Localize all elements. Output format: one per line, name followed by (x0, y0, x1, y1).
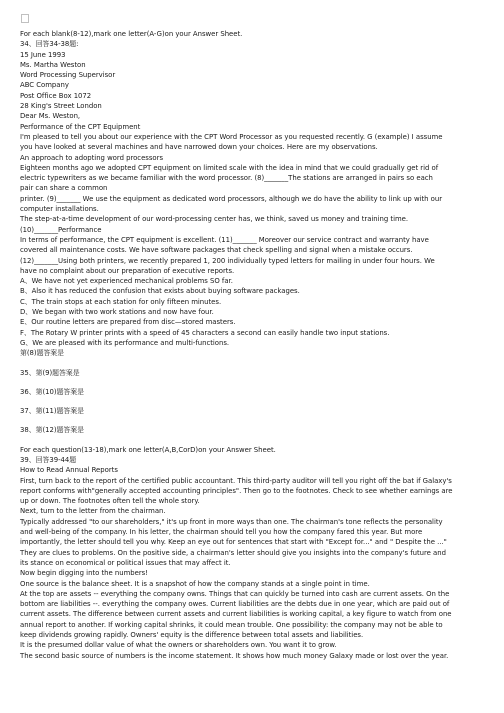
text-line: 15 June 1993 (20, 50, 66, 59)
document-icon (21, 14, 29, 23)
text-line: ABC Company (20, 81, 69, 90)
text-line: its stance on economical or political issues that may affect it. (20, 558, 231, 567)
text-line: The second basic source of numbers is the income statement. It shows how much money Galaxy made or lost over the year. (20, 651, 449, 660)
text-line: One source is the balance sheet. It is a snapshot of how the company stands at a single point in time. (20, 579, 370, 588)
text-line: have no complaint about our preparation of executive reports. (20, 266, 235, 275)
text-line: I'm pleased to tell you about our experience with the CPT Word Processor as you requested recently. G (example) I assume (20, 132, 443, 141)
answer-prompt: 35、第(9)题答案是 (20, 368, 80, 377)
document-page (20, 14, 502, 661)
text-line: It is the presumed dollar value of what the owners or shareholders own. You want it to grow. (20, 641, 337, 650)
answer-prompt: 第(8)题答案是 (20, 349, 65, 358)
text-line: Typically addressed "to our shareholders," it's up front in more ways than one. The chairman's tone reflects the personality (20, 517, 443, 526)
text-line: E、Our routine letters are prepared from disc—stored masters. (20, 318, 236, 327)
spacer (20, 359, 502, 368)
text-line: 28 King's Street London (20, 102, 102, 111)
text-line: B、Also it has reduced the confusion that exists about buying software packages. (20, 287, 300, 296)
text-line: Ms. Martha Weston (20, 60, 86, 69)
text-line: annual report to another. If working capital shrinks, it could mean trouble. One possibility: the company may not be able to (20, 620, 443, 629)
text-line: Performance of the CPT Equipment (20, 122, 141, 131)
text-line: Word Processing Supervisor (20, 71, 116, 80)
text-line: How to Read Annual Reports (20, 466, 118, 475)
answer-prompt: 36、第(10)题答案是 (20, 387, 85, 396)
answer-prompts (20, 348, 502, 444)
text-line: 39、回答39-44题 (20, 455, 77, 464)
text-line: An approach to adopting word processors (20, 153, 164, 162)
text-line: A、We have not yet experienced mechanical problems SO far. (20, 277, 233, 286)
text-line: The step-at-a-time development of our word-processing center has, we think, saved us money and training time. (20, 215, 409, 224)
text-line: C、The train stops at each station for only fifteen minutes. (20, 297, 222, 306)
text-line: They are clues to problems. On the positive side, a chairman's letter should give you insights into the company's future and (20, 548, 446, 557)
text-line: Post Office Box 1072 (20, 91, 92, 100)
text-line: covered all maintenance costs. We have software packages that check spelling and signal when a mistake occurs. (20, 246, 413, 255)
text-line: For each question(13-18),mark one letter(A,B,CorD)on your Answer Sheet. (20, 445, 276, 454)
spacer (20, 397, 502, 406)
text-line: For each blank(8-12),mark one letter(A-G)on your Answer Sheet. (20, 30, 243, 38)
text-line: importantly, the letter should tell you why. Keep an eye out for sentences that start with "Except for..." and " Despite the ..." (20, 538, 447, 547)
spacer (20, 436, 502, 445)
text-line: current assets. The difference between current assets and current liabilities is working capital, a key figure to watch from one (20, 610, 452, 619)
spacer (20, 378, 502, 387)
passage-part-2 (20, 445, 502, 661)
text-line: electric typewriters as we became familiar with the word processor. (8)_______The stations are arranged in pairs so each (20, 174, 433, 183)
text-line: printer. (9)_______ We use the equipment as dedicated word processors, although we do have the ability to link up with our (20, 194, 443, 203)
text-line: F、The Rotary W printer prints with a speed of 45 characters a second can easily handle two input stations. (20, 328, 390, 337)
answer-prompt: 37、第(11)题答案是 (20, 407, 85, 416)
text-line: In terms of performance, the CPT equipment is excellent. (11)_______ Moreover our service contract and warranty have (20, 235, 429, 244)
text-line: and well-being of the company. In his letter, the chairman should tell you how the company fared this year. But more (20, 528, 423, 537)
text-line: 34、回答34-38题: (20, 40, 79, 49)
text-line: pair can share a common (20, 184, 108, 193)
text-line: keep dividends growing rapidly. Owners' equity is the difference between total assets and liabilities. (20, 631, 364, 640)
text-line: First, turn back to the report of the certified public accountant. This third-party auditor will tell you right off the bat if Galaxy's (20, 476, 452, 485)
text-line: D、We began with two work stations and now have four. (20, 308, 214, 317)
text-line: you have looked at several machines and have narrowed down your choices. Here are my observations. (20, 143, 378, 152)
text-line: (10)_______Performance (20, 225, 102, 234)
text-line: bottom are liabilities --. everything the company owes. Current liabilities are the debts due in one year, which are paid out of (20, 600, 450, 609)
passage-part-1 (20, 29, 502, 348)
text-line: computer installations. (20, 205, 99, 214)
text-line: up or down. The footnotes often tell the whole story. (20, 497, 200, 506)
text-line: Now begin digging into the numbers! (20, 569, 148, 578)
text-line: report conforms with"generally accepted accounting principles". Then go to the footnotes. Check to see whether earnings are (20, 486, 453, 495)
text-line: (12)_______Using both printers, we recently prepared 1, 200 individually typed letters for mailing in under four hours. We (20, 256, 435, 265)
text-line: At the top are assets -- everything the company owns. Things that can quickly be turned into cash are current assets. On the (20, 589, 450, 598)
answer-prompt: 38、第(12)题答案是 (20, 426, 85, 435)
text-line: Eighteen months ago we adopted CPT equipment on limited scale with the idea in mind that we could gradually get rid of (20, 163, 439, 172)
text-line: Next, turn to the letter from the chairman. (20, 507, 166, 516)
text-line: Dear Ms. Weston, (20, 112, 81, 121)
spacer (20, 416, 502, 425)
text-line: G、We are pleased with its performance and multi-functions. (20, 338, 230, 347)
